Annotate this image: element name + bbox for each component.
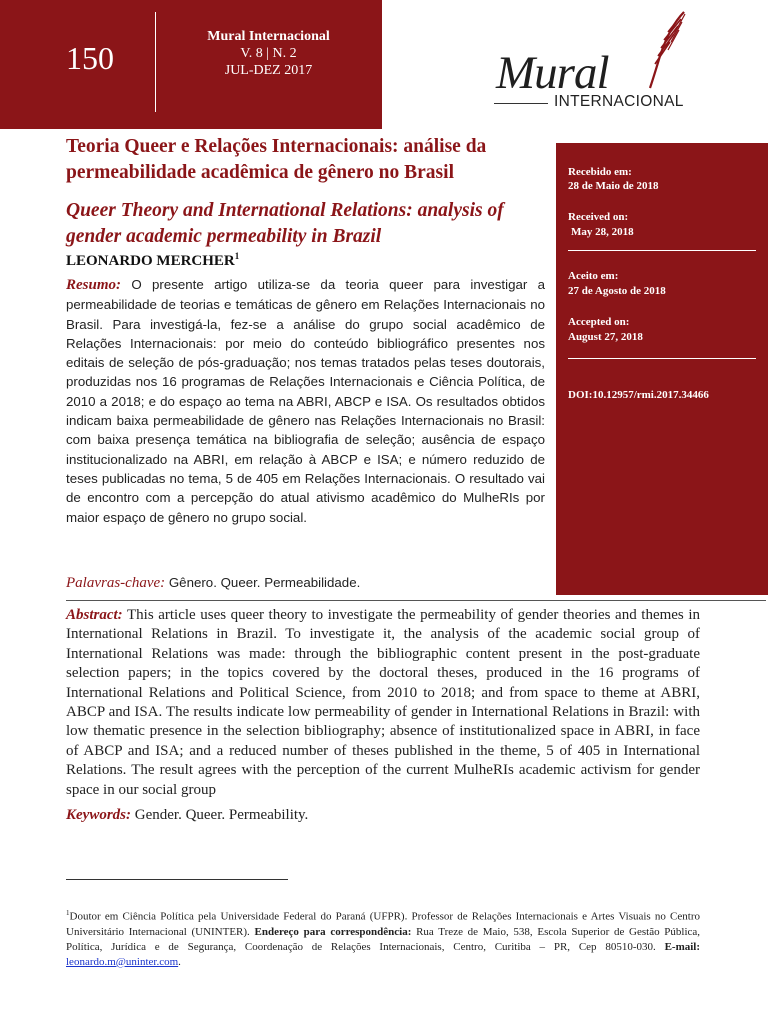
- abstract-text: This article uses queer theory to investigate the permeability of gender theories and themes in International Relations in Brazil. To investigate it, the analysis of the academic social group of International Relations was made: through the bibliographic content present in the post-graduate selection papers; in the topics covered by the doctoral theses, produced in the 16 programs of International Relations and Political Science, from 2010 to 2018; and from space to theme at ABRI, ABCP and ISA. The results indicate low permeability of gender in International Relations in Brazil: with low thematic presence in the selection bibliography; absence of institutionalized space in ABRI, in face of ABCP and ISA; and a reduced number of theses published in the theme, 5 of 405 in International Relations. The result agrees with the perception of the current MulheRIs academic activism for gender space in our social group: [66, 607, 701, 798]
- journal-logo: [494, 10, 714, 115]
- footnote-address-text: Rua Treze de Maio, 538, Escola Superior de Gestão Pública, Política, Jurídica e de Segurança, Coordenação de Relações Internacionais, Centro, Curitiba – PR, Cep 80510-030.: [66, 925, 701, 953]
- abstract-label: Abstract:: [66, 607, 123, 623]
- logo-subtitle: INTERNACIONAL: [554, 93, 684, 110]
- logo-rule: [494, 103, 548, 104]
- received-en-label: Received on:: [568, 211, 629, 223]
- accepted-pt-date: 27 de Agosto de 2018: [568, 285, 666, 297]
- footnote-rule: [66, 879, 288, 880]
- journal-info: [155, 28, 382, 79]
- accepted-en-date: August 27, 2018: [568, 331, 643, 343]
- article-dates-sidebar: [556, 143, 768, 595]
- resumo-text: O presente artigo utiliza-se da teoria queer para investigar a permeabilidade de teorias e temáticas de gênero em Relações Internacionais no Brasil. Para investigá-la, fez-se a análise do grupo social acadêmico de Relações Internacionais: por meio do conteúdo bibliográfico presentes nos editais de seleção de pós-graduação; nos temas tratados pelas teses doutorais, produzidas nos 16 programas de Relações Internacionais e Ciência Política, de 2010 a 2018; e do espaço ao tema na ABRI, ABCP e ISA. Os resultados obtidos indicam baixa permeabilidade de gênero nas Relações Internacionais no Brasil: com baixa presença temática na bibliografia de seleção; ausência de espaço institucionalizado na ABRI, em relação à ABCP e ISA; e número reduzido de teses publicadas no tema, 5 de 405 em Relações Internacionais. O resultado vai de encontro com a percepção do atual ativismo acadêmico do MulheRIs por maior espaço de gênero no grupo social.: [66, 277, 545, 525]
- footnote-address-label: Endereço para correspondência:: [254, 925, 412, 938]
- footnote-main-text: Doutor em Ciência Política pela Universidade Federal do Paraná (UFPR). Professor de Relações Internacionais e Artes Visuais no Centro Universitário Internacional (UNINTER).: [66, 910, 700, 938]
- keywords-text: Gender. Queer. Permeability.: [134, 807, 309, 823]
- author-name-text: LEONARDO MERCHER: [66, 253, 235, 269]
- journal-period: JUL-DEZ 2017: [224, 63, 313, 78]
- resumo-label: Resumo:: [66, 277, 122, 293]
- accepted-pt-label: Aceito em:: [568, 270, 619, 282]
- quill-icon: [644, 10, 689, 90]
- resumo-paragraph: [66, 275, 545, 527]
- footnote: [66, 906, 700, 970]
- palavras-label: Palavras-chave:: [66, 575, 166, 591]
- footnote-end: .: [178, 955, 181, 968]
- article-title-pt: Teoria Queer e Relações Internacionais: análise da permeabilidade acadêmica de gênero no Brasil: [66, 136, 487, 183]
- footnote-number: 1: [66, 909, 70, 917]
- author-name: [66, 251, 239, 270]
- journal-name: Mural Internacional: [207, 29, 330, 44]
- article-title-en: Queer Theory and International Relations: analysis of gender academic permeability in Brazil: [66, 200, 504, 247]
- footnote-email-link[interactable]: leonardo.m@uninter.com: [66, 955, 179, 968]
- abstract-paragraph: [66, 606, 700, 800]
- page-number: 150: [66, 40, 114, 76]
- sidebar-divider: [568, 358, 756, 359]
- palavras-text: Gênero. Queer. Permeabilidade.: [168, 575, 361, 590]
- received-pt-label: Recebido em:: [568, 166, 632, 178]
- received-en-date: May 28, 2018: [571, 226, 634, 238]
- palavras-chave: [66, 575, 550, 592]
- logo-wordmark: Mural: [496, 47, 609, 99]
- keywords: [66, 807, 308, 824]
- journal-volume: V. 8 | N. 2: [240, 46, 297, 61]
- sidebar-divider: [568, 250, 756, 251]
- accepted-en-label: Accepted on:: [568, 316, 630, 328]
- footnote-email-label: E-mail:: [664, 940, 701, 953]
- doi[interactable]: DOI:10.12957/rmi.2017.34466: [568, 389, 709, 401]
- author-footnote-ref[interactable]: 1: [234, 251, 240, 261]
- keywords-label: Keywords:: [66, 807, 131, 823]
- section-divider: [66, 600, 766, 601]
- received-pt-date: 28 de Maio de 2018: [568, 180, 659, 192]
- journal-header-band: [0, 0, 382, 129]
